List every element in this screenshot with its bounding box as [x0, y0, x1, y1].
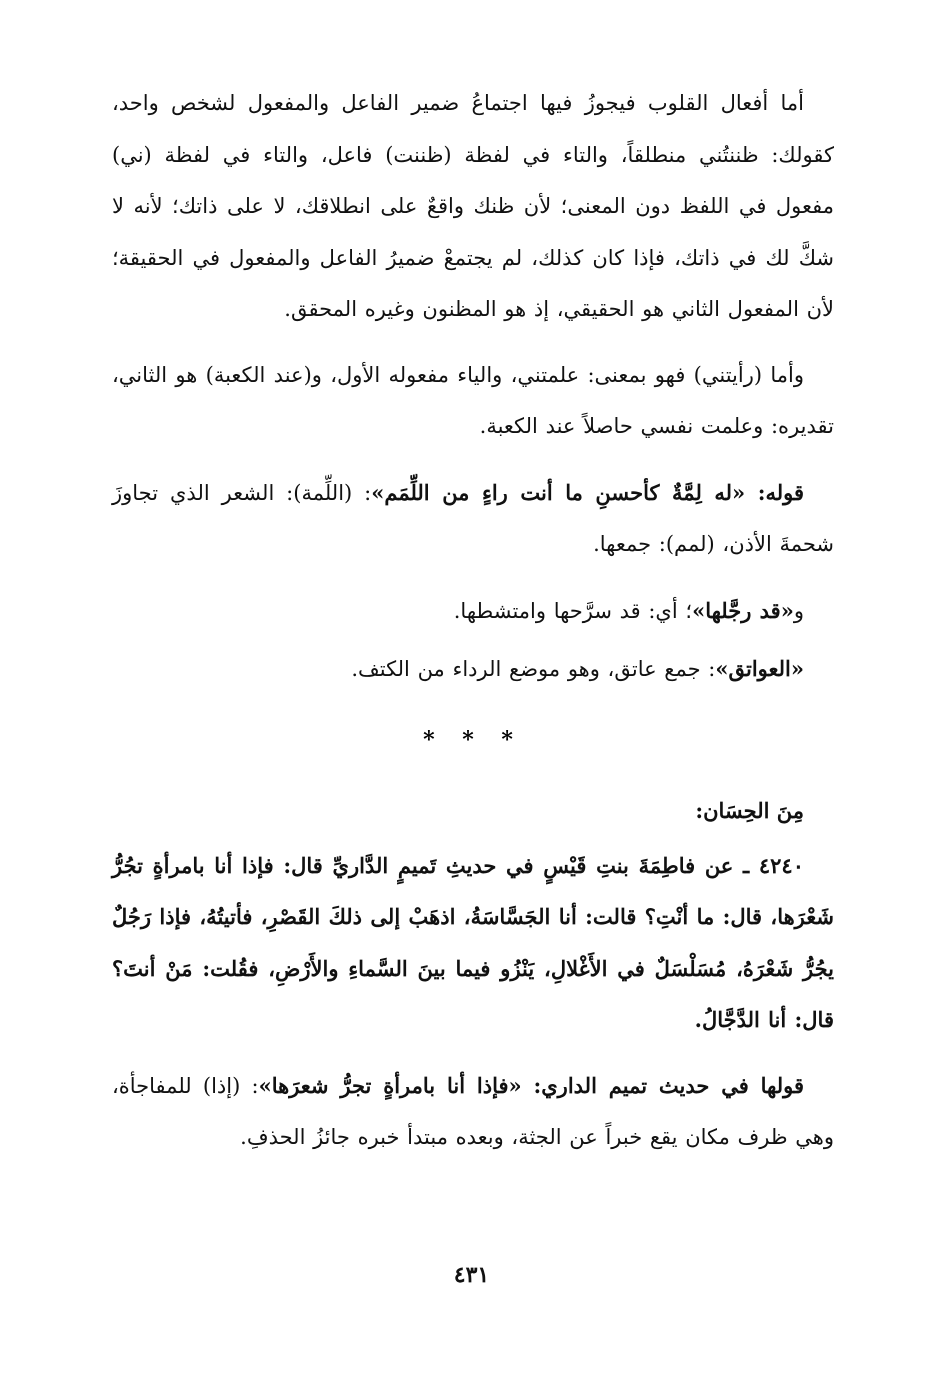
- section-separator: * * *: [423, 726, 523, 753]
- limma-explanation: : (اللِّمة): الشعر الذي تجاوزَ شحمةَ الأذن، (لمم): جمعها.: [112, 480, 834, 556]
- section-title-hisan: مِنَ الحِسَان:: [695, 797, 804, 823]
- paragraph-rajjalaha: [112, 585, 834, 638]
- quote-rajjalaha: «قد رجَّلها»: [692, 597, 794, 623]
- awatiq-explanation: : جمع عاتق، وهو موضع الرداء من الكتف.: [351, 657, 716, 681]
- paragraph-raaytani: وأما (رأيتني) فهو بمعنى: علمتني، والياء مفعوله الأول، و(عند الكعبة) هو الثاني، تقديره: وعلمت نفسي حاصلاً عند الكعبة.: [112, 362, 834, 438]
- paragraph-limma: [112, 467, 834, 571]
- paragraph-hearts-verbs: أما أفعال القلوب فيجوزُ فيها اجتماعُ ضمير الفاعل والمفعول لشخص واحد، كقولك: ظننتُني منطلقاً، والتاء في لفظة (ظننت) فاعل، والتاء في لفظة (ني) مفعول في اللفظ دون المعنى؛ لأن ظنك واقعٌ على انطلاقك، لا على ذاتك؛ لأنه لا شكَّ لك في ذاتك، فإذا كان كذلك، لم يجتمعْ ضميرُ الفاعل والمفعول في الحقيقة؛ لأن المفعول الثاني هو الحقيقي، إذ هو المظنون وغيره المحقق.: [112, 91, 834, 321]
- tamim-explanation: : (إذا) للمفاجأة، وهي ظرف مكان يقع خبراً عن الجثة، وبعده مبتدأ خبره جائزُ الحذفِ.: [112, 1073, 834, 1149]
- hadith-4240: ٤٢٤٠ ـ عن فاطِمَةَ بنتِ قَيْسٍ في حديثِ تَميمٍ الدَّاريِّ قال: فإذا أنا بامرأةٍ تجُرُّ شَعْرَها، قال: ما أنْتِ؟ قالت: أنا الجَسَّاسَةُ، اذهَبْ إلى ذلكَ القَصْرِ، فأتيتُهُ، فإذا رَجُلٌ يجُرُّ شَعْرَهُ، مُسَلْسَلٌ في الأَغْلالِ، يَنْزُو فيما بينَ السَّماءِ والأَرْضِ، فقُلت: مَنْ أنتَ؟ قال: أنا الدَّجَّالُ.: [112, 852, 834, 1032]
- quote-limma: قوله: «له لِمَّةٌ كأحسنِ ما أنت راءٍ من اللِّمَم»: [371, 479, 805, 505]
- page-body: [112, 78, 834, 1328]
- conjunction-wa: و: [793, 598, 804, 623]
- paragraph-awatiq: [112, 643, 834, 696]
- quote-awatiq: «العواتق»: [715, 656, 804, 681]
- paragraph-hadith-commentary: [112, 1060, 834, 1164]
- rajjalaha-explanation: ؛ أي: قد سرَّحها وامتشطها.: [453, 598, 693, 623]
- page-number: ٤٣١: [453, 1262, 490, 1288]
- quote-tamim: قولها في حديث تميم الداري: «فإذا أنا بامرأةٍ تجرُّ شعرَها»: [258, 1072, 804, 1098]
